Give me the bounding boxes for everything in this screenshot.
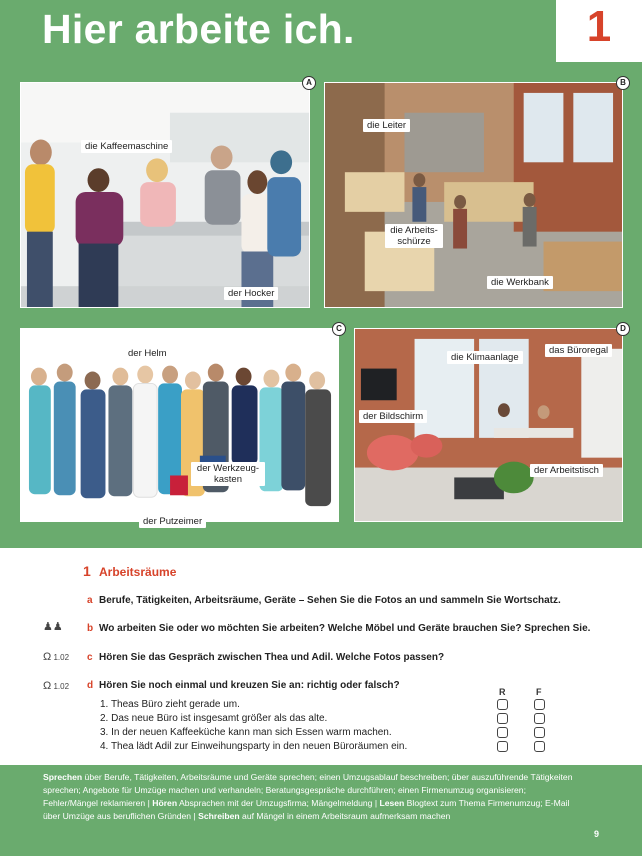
task-a: a Berufe, Tätigkeiten, Arbeitsräume, Geräte – Sehen Sie die Fotos an und sammeln Sie Wortschatz. (87, 595, 561, 606)
photo-letter-a: A (302, 76, 316, 90)
photo-letter-d: D (616, 322, 630, 336)
checkbox-3-richtig[interactable] (497, 727, 508, 738)
checkbox-2-richtig[interactable] (497, 713, 508, 724)
exercise-number: 1 (83, 563, 91, 579)
audio-track-icon: Ω 1.02 (43, 680, 70, 692)
audio-track-icon: Ω 1.02 (43, 651, 70, 663)
checkbox-1-richtig[interactable] (497, 699, 508, 710)
label-bildschirm: der Bildschirm (359, 410, 427, 423)
label-hocker: der Hocker (224, 287, 278, 300)
exercise-title: Arbeitsräume (99, 565, 177, 579)
footer-learning-goals: Sprechen über Berufe, Tätigkeiten, Arbeitsräume und Geräte sprechen; einen Umzugsablauf beschreiben; über auszuführende Tätigkeiten sprechen; Angebote für Umzüge machen und verhandeln; Beratungsgespräche durchführen; einen Firmenumzug organisieren; Fehler/Mängel reklamieren | Hören Absprachen mit der Umzugsfirma; Mängelmeldung | Lesen Blogtext zum Thema Firmenumzug; E-Mail über Umzüge aus beruflichen Gründen | Schreiben auf Mängel in einem Arbeitsraum aufmerksam machen (43, 772, 573, 821)
headphones-icon: Ω (43, 651, 52, 663)
label-helm: der Helm (124, 347, 171, 360)
headphones-icon: Ω (43, 680, 52, 692)
checkbox-4-richtig[interactable] (497, 741, 508, 752)
page-title: Hier arbeite ich. (42, 6, 355, 52)
statement-4: 4. Thea lädt Adil zur Einweihungsparty in den neuen Büroräumen ein. (100, 741, 408, 752)
photo-c-workers (20, 328, 339, 522)
label-werkzeugkasten: der Werkzeug- kasten (191, 462, 265, 486)
photo-b-workshop (324, 82, 623, 308)
task-d: d Hören Sie noch einmal und kreuzen Sie an: richtig oder falsch? (87, 680, 400, 691)
label-klimaanlage: die Klimaanlage (447, 351, 523, 364)
statement-3: 3. In der neuen Kaffeeküche kann man sich Essen warm machen. (100, 727, 392, 738)
checkbox-4-falsch[interactable] (534, 741, 545, 752)
task-b: b Wo arbeiten Sie oder wo möchten Sie arbeiten? Welche Möbel und Geräte brauchen Sie? Sprechen Sie. (87, 623, 591, 634)
label-arbeitsschuerze: die Arbeits- schürze (385, 224, 443, 248)
photo-letter-b: B (616, 76, 630, 90)
label-werkbank: die Werkbank (487, 276, 553, 289)
checkbox-2-falsch[interactable] (534, 713, 545, 724)
task-c: c Hören Sie das Gespräch zwischen Thea und Adil. Welche Fotos passen? (87, 652, 445, 663)
checkbox-3-falsch[interactable] (534, 727, 545, 738)
label-leiter: die Leiter (363, 119, 410, 132)
photo-a-kitchen (20, 82, 310, 308)
label-putzeimer: der Putzeimer (139, 515, 206, 528)
column-header-richtig: R (499, 687, 506, 697)
page-number: 9 (594, 829, 600, 839)
label-kaffeemaschine: die Kaffeemaschine (81, 140, 172, 153)
photo-letter-c: C (332, 322, 346, 336)
label-bueroregal: das Büroregal (545, 344, 612, 357)
column-header-falsch: F (536, 687, 542, 697)
chapter-number: 1 (586, 2, 612, 51)
checkbox-1-falsch[interactable] (534, 699, 545, 710)
partner-work-icon: ♟♟ (43, 621, 63, 633)
label-arbeitstisch: der Arbeitstisch (530, 464, 603, 477)
statement-1: 1. Theas Büro zieht gerade um. (100, 699, 240, 710)
statement-2: 2. Das neue Büro ist insgesamt größer als das alte. (100, 713, 328, 724)
